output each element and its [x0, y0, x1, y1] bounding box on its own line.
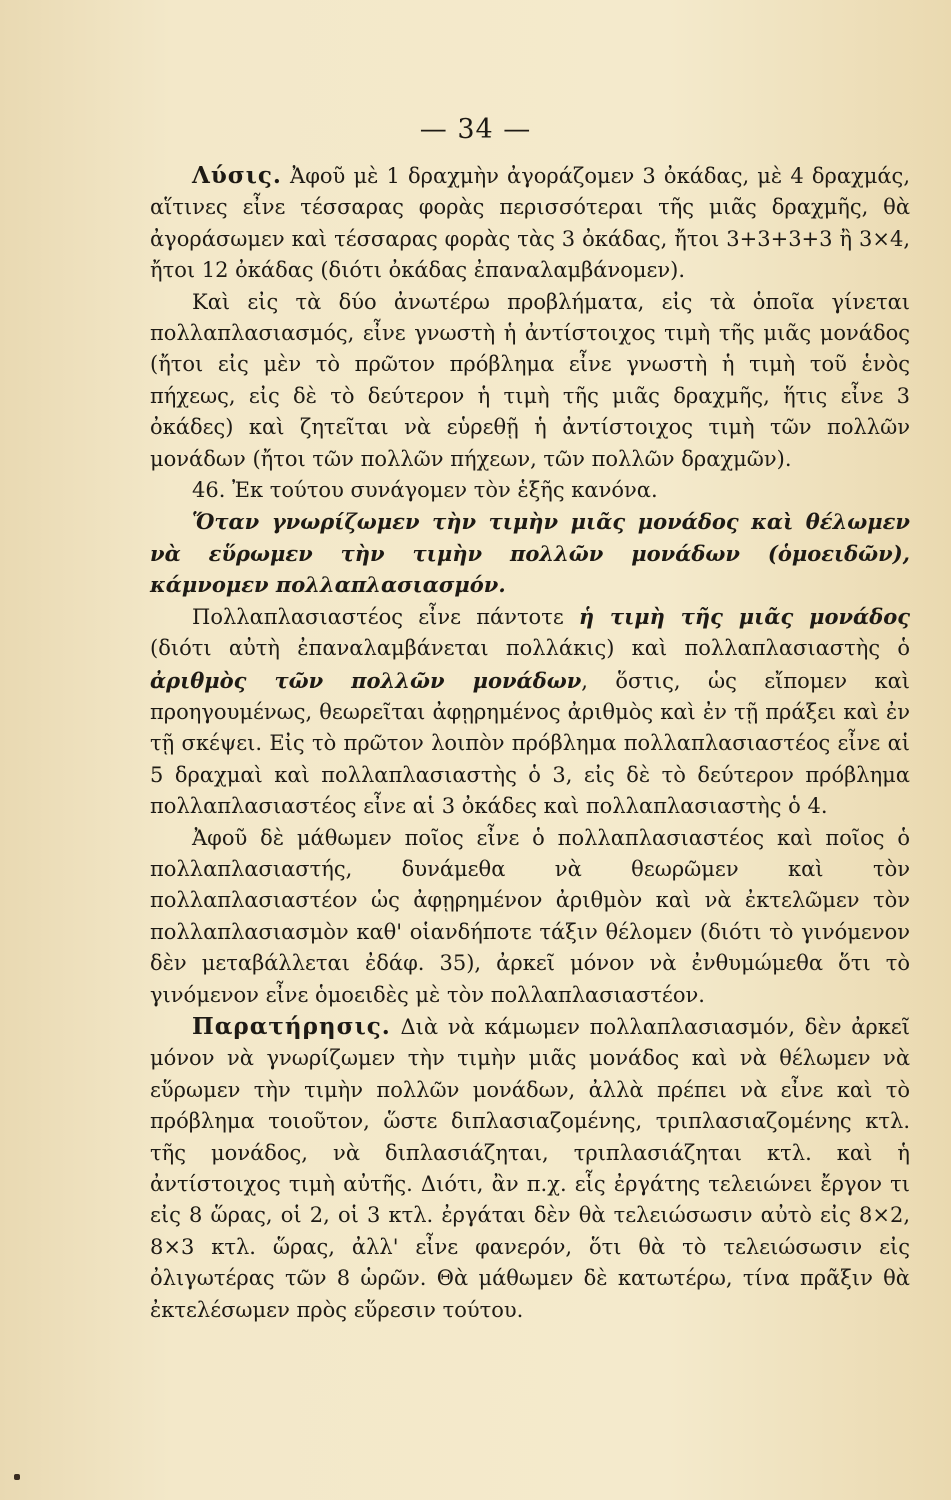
ink-speck — [14, 1474, 20, 1480]
remark-text: Διὰ νὰ κάμωμεν πολλαπλασιασμόν, δὲν ἀρκεῖ μόνον νὰ γνωρίζωμεν τὴν τιμὴν μιᾶς μονάδος καὶ νὰ θέλωμεν νὰ εὕρωμεν τὴν τιμὴν πολλῶν μονάδων, ἀλλὰ πρέπει νὰ εἶνε καὶ τὸ πρόβλημα τοιοῦτον, ὥστε διπλασιαζομένης, τριπλασιαζομένης κτλ. τῆς μονάδος, νὰ διπλασιάζηται, τριπλασιάζηται κτλ. καὶ ἡ ἀντίστοιχος τιμὴ αὐτῆς. Διότι, ἂν π.χ. εἷς ἐργάτης τελειώνει ἔργον τι εἰς 8 ὥρας, οἱ 2, οἱ 3 κτλ. ἐργάται δὲν θὰ τελειώσωσιν αὐτὸ εἰς 8×2, 8×3 κτλ. ὥρας, ἀλλ' εἶνε φανερόν, ὅτι θὰ τὸ τελειώσωσιν εἰς ὀλιγωτέρας τῶν 8 ὡρῶν. Θὰ μάθωμεν δὲ κατωτέρω, τίνα πρᾶξιν θὰ ἐκτελέσωμεν πρὸς εὕρεσιν τούτου. — [150, 1014, 910, 1322]
emphasis-number-of-units: ἀριθμὸς τῶν πολλῶν μονάδων — [150, 667, 582, 693]
rule-statement: Ὅταν γνωρίζωμεν τὴν τιμὴν μιᾶς μονάδος καὶ θέλωμεν νὰ εὕρωμεν τὴν τιμὴν πολλῶν μονάδων (ὁμοειδῶν), κάμνομεν πολλαπλασιασμόν. — [150, 509, 910, 598]
text-run: , ὅστις, ὡς εἴπομεν καὶ προηγουμένως, θεωρεῖται ἀφῃρημένος ἀριθμὸς καὶ ἐν τῇ πράξει καὶ ἐν τῇ σκέψει. Εἰς τὸ πρῶτον λοιπὸν πρόβλημα πολλαπλασιαστέος εἶνε αἱ 5 δραχμαὶ καὶ πολλαπλασιαστὴς ὁ 3, εἰς δὲ τὸ δεύτερον πρόβλημα πολλαπλασιαστέος εἶνε αἱ 3 ὀκάδες καὶ πολλαπλασιαστὴς ὁ 4. — [150, 668, 910, 819]
text-run: Πολλαπλασιαστέος εἶνε πάντοτε — [192, 604, 579, 629]
solution-text: Ἀφοῦ μὲ 1 δραχμὴν ἀγοράζομεν 3 ὀκάδας, μὲ 4 δραχμάς, αἵτινες εἶνε τέσσαρας φορὰς περισσότεραι τῆς μιᾶς δραχμῆς, θὰ ἀγοράσωμεν καὶ τέσσαρας φορὰς τὰς 3 ὀκάδας, ἤτοι 3+3+3+3 ἢ 3×4, ἤτοι 12 ὀκάδας (διότι ὀκάδας ἐπαναλαμβάνομεν). — [150, 164, 910, 283]
solution-paragraph — [150, 160, 910, 287]
page-text — [150, 160, 910, 1326]
page-number: — 34 — — [419, 114, 532, 145]
text-run: (διότι αὐτὴ ἐπαναλαμβάνεται πολλάκις) καὶ πολλαπλασιαστὴς ὁ — [150, 636, 910, 661]
solution-heading: Λύσις. — [192, 162, 282, 189]
remark-heading: Παρατήρησις. — [192, 1012, 391, 1040]
remark-paragraph — [150, 1011, 910, 1326]
multiplicand-paragraph — [150, 601, 910, 823]
explanation-paragraph: Καὶ εἰς τὰ δύο ἀνωτέρω προβλήματα, εἰς τὰ ὁποῖα γίνεται πολλαπλασιασμός, εἶνε γνωστὴ ἡ ἀντίστοιχος τιμὴ τῆς μιᾶς μονάδος (ἤτοι εἰς μὲν τὸ πρῶτον πρόβλημα εἶνε γνωστὴ ἡ τιμὴ τοῦ ἑνὸς πήχεως, εἰς δὲ τὸ δεύτερον ἡ τιμὴ τῆς μιᾶς δραχμῆς, ἥτις εἶνε 3 ὀκάδες) καὶ ζητεῖται νὰ εὑρεθῇ ἡ ἀντίστοιχος τιμὴ τῶν πολλῶν μονάδων (ἤτοι τῶν πολλῶν πήχεων, τῶν πολλῶν δραχμῶν). — [150, 289, 910, 471]
commutativity-paragraph: Ἀφοῦ δὲ μάθωμεν ποῖος εἶνε ὁ πολλαπλασιαστέος καὶ ποῖος ὁ πολλαπλασιαστής, δυνάμεθα νὰ θεωρῶμεν καὶ τὸν πολλαπλασιαστέον ὡς ἀφῃρημένον ἀριθμὸν καὶ νὰ ἐκτελῶμεν τὸν πολλαπλασιασμὸν καθ' οἱανδήποτε τάξιν θέλομεν (διότι τὸ γινόμενον δὲν μεταβάλλεται ἐδάφ. 35), ἀρκεῖ μόνον νὰ ἐνθυμώμεθα ὅτι τὸ γινόμενον εἶνε ὁμοειδὲς μὲ τὸν πολλαπλασιαστέον. — [150, 825, 910, 1007]
rule-intro-paragraph: 46. Ἐκ τούτου συνάγομεν τὸν ἑξῆς κανόνα. — [192, 478, 658, 503]
emphasis-unit-value: ἡ τιμὴ τῆς μιᾶς μονάδος — [578, 603, 911, 629]
